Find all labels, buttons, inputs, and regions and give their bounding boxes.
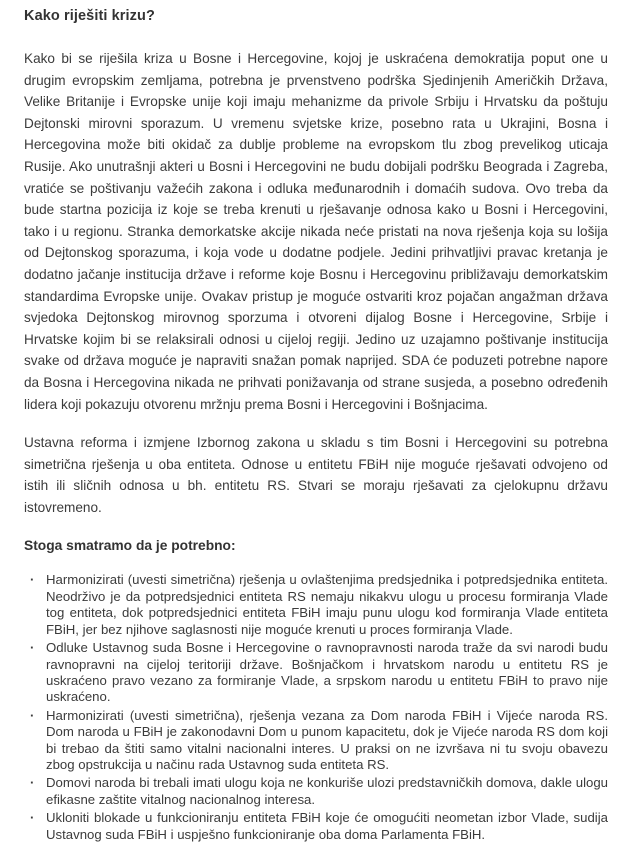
bullet-icon: · xyxy=(30,775,35,791)
list-item xyxy=(24,708,608,774)
paragraph-crisis-solution: Kako bi se riješila kriza u Bosne i Hercegovine, kojoj je uskraćena demokratija poput one u drugim evropskim zemljama, potrebna je prvenstveno podrška Sjedinjenih Američkih Država, Velike Britanije i Evropske unije koji imaju mehanizme da privole Srbiju i Hrvatsku da poštuju Dejtonski mirovni sporazum. U vremenu svjetske krize, posebno rata u Ukrajini, Bosna i Hercegovina može biti okidač za dublje probleme na evropskom tlu zbog prevelikog uticaja Rusije. Ako unutrašnji akteri u Bosni i Hercegovini ne budu dobijali podršku Beograda i Zagreba, vratiće se poštivanju važećih zakona i odluka međunarodnih i domaćih sudova. Ovo treba da bude startna pozicija iz koje se treba krenuti u rješavanje odnosa kako u Bosni i Hercegovini, tako i u regionu. Stranka demorkatske akcije nikada neće pristati na nova rješenja koja su lošija od Dejtonskog sporazuma, i koja vode u dodatne podjele. Jedini prihvatljivi pravac kretanja je dodatno jačanje institucija države i reforme koje Bosnu i Hercegovinu približavaju demorkatskim standardima Evropske unije. Ovakav pristup je moguće ostvariti kroz pojačan angažman država svjedoka Dejtonskog mirovnog sporzuma i otvoreni dijalog Bosne i Hercegovine, Srbije i Hrvatske kojim bi se relaksirali odnosi u cijeloj regiji. Jedino uz uzajamno poštivanje institucija svake od država moguće je napraviti snažan pomak naprijed. SDA će poduzeti potrebne napore da Bosna i Hercegovina nikada ne prihvati ponižavanja od strane susjeda, a posebno određenih lidera koji pokazuju otvorenu mržnju prema Bosni i Hercegovini i Bošnjacima. xyxy=(24,51,608,412)
list-item-text: Harmonizirati (uvesti simetrična), rješenja vezana za Dom naroda FBiH i Vijeće naroda RS. Dom naroda u FBiH je zakonodavni Dom u punom kapacitetu, dok je Vijeće naroda RS dom koji bi trebao da štiti samo vitalni nacionalni interes. U praksi on ne izvršava ni tu svoju obavezu zbog opstrukcija u načinu rada Ustavnog suda entiteta RS. xyxy=(46,707,608,772)
bullet-icon: · xyxy=(30,572,35,588)
list-item xyxy=(24,572,608,638)
list-item-text: Odluke Ustavnog suda Bosne i Hercegovine o ravnopravnosti naroda traže da svi narodi budu ravnopravni na cijeloj teritoriji države. Bošnjačkom i hrvatskom narodu u entitetu RS je uskraćeno pravo vezano za formiranje Vlade, a srpskom narodu u entitetu FBiH to pravo nije uskraćeno. xyxy=(46,640,608,705)
page-title: Kako riješiti krizu? xyxy=(24,8,155,24)
list-item xyxy=(24,640,608,706)
list-item xyxy=(24,810,608,843)
list-item-text: Harmonizirati (uvesti simetrična) rješenja u ovlaštenjima predsjednika i potpredsjednika entiteta. Neodrživo je da potpredsjednici entiteta RS nemaju nikakvu ulogu u procesu formiranja Vlade tog entiteta, dok potpredsjednici entiteta FBiH imaju punu ulogu kod formiranja Vlade entiteta FBiH, jer bez njihove saglasnosti nije moguće krenuti u proces formiranja Vlade. xyxy=(46,572,608,637)
list-item xyxy=(24,775,608,808)
list-intro-heading: Stoga smatramo da je potrebno: xyxy=(24,538,236,554)
bullet-icon: · xyxy=(30,640,35,656)
paragraph-constitutional-reform: Ustavna reforma i izmjene Izbornog zakona u skladu s tim Bosni i Hercegovini su potrebna simetrična rješenja u oba entiteta. Odnose u entitetu FBiH nije moguće rješavati odvojeno od istih ili sličnih odnosa u bh. entitetu RS. Stvari se moraju rješavati za cjelokupnu državu istovremeno. xyxy=(24,435,608,515)
list-item-text: Domovi naroda bi trebali imati ulogu koja ne konkuriše ulozi predstavničkih domova, dakle ulogu efikasne zaštite vitalnog nacionalnog interesa. xyxy=(46,775,608,807)
bullet-icon: · xyxy=(30,707,35,723)
requirements-list xyxy=(24,572,608,843)
bullet-icon: · xyxy=(30,810,35,826)
list-item-text: Ukloniti blokade u funkcioniranju entiteta FBiH koje će omogućiti neometan izbor Vlade, sudija Ustavnog suda FBiH i uspješno funkcioniranje oba doma Parlamenta FBiH. xyxy=(46,810,608,842)
